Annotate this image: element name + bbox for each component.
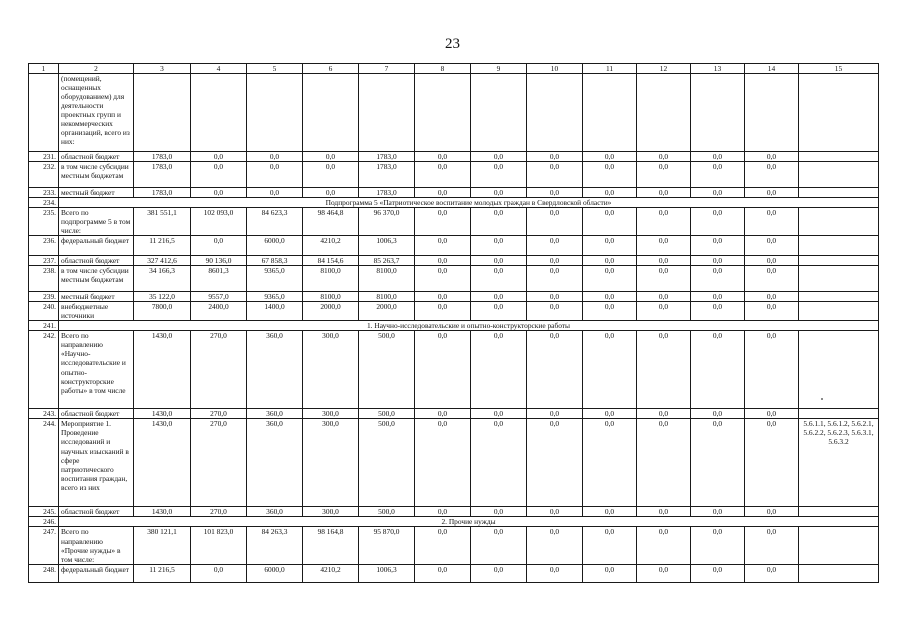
value-cell: 0,0 xyxy=(691,564,745,582)
section-title: 2. Прочие нужды xyxy=(59,517,879,527)
value-cell: 0,0 xyxy=(583,152,637,162)
value-cell: 0,0 xyxy=(745,162,799,188)
row-name: Мероприятие 1. Проведение исследований и научных изысканий в сфере патриотического воспитания граждан, всего из них xyxy=(59,419,134,507)
value-cell: 0,0 xyxy=(471,236,527,256)
value-cell: 0,0 xyxy=(691,409,745,419)
row-name: Всего по подпрограмме 5 в том числе: xyxy=(59,208,134,236)
row-number: 237. xyxy=(29,256,59,266)
row-name: областной бюджет xyxy=(59,256,134,266)
value-cell: 0,0 xyxy=(745,292,799,302)
target-indicators xyxy=(799,409,879,419)
value-cell: 90 136,0 xyxy=(191,256,247,266)
header-cell: 4 xyxy=(191,64,247,74)
budget-table xyxy=(28,63,879,583)
value-cell: 381 551,1 xyxy=(134,208,191,236)
value-cell: 380 121,1 xyxy=(134,527,191,564)
value-cell: 2400,0 xyxy=(191,302,247,321)
value-cell: 1006,3 xyxy=(359,564,415,582)
value-cell: 0,0 xyxy=(415,527,471,564)
table-row xyxy=(29,236,879,256)
value-cell: 0,0 xyxy=(471,256,527,266)
table-row xyxy=(29,331,879,409)
value-cell: 0,0 xyxy=(415,409,471,419)
value-cell: 0,0 xyxy=(527,292,583,302)
row-name: местный бюджет xyxy=(59,292,134,302)
target-indicators xyxy=(799,266,879,292)
value-cell: 8601,3 xyxy=(191,266,247,292)
section-title-row xyxy=(29,198,879,208)
value-cell: 0,0 xyxy=(691,527,745,564)
row-name: в том числе субсидии местным бюджетам xyxy=(59,162,134,188)
value-cell: 6000,0 xyxy=(247,564,303,582)
value-cell: 0,0 xyxy=(415,292,471,302)
value-cell: 0,0 xyxy=(745,302,799,321)
header-cell: 14 xyxy=(745,64,799,74)
target-indicators xyxy=(799,564,879,582)
row-number: 233. xyxy=(29,188,59,198)
header-cell: 15 xyxy=(799,64,879,74)
table-row xyxy=(29,256,879,266)
value-cell: 0,0 xyxy=(471,266,527,292)
value-cell xyxy=(583,74,637,152)
value-cell: 0,0 xyxy=(527,564,583,582)
table-body xyxy=(29,64,879,583)
value-cell: 0,0 xyxy=(247,188,303,198)
header-cell: 1 xyxy=(29,64,59,74)
value-cell: 0,0 xyxy=(415,208,471,236)
row-number: 248. xyxy=(29,564,59,582)
value-cell: 0,0 xyxy=(471,292,527,302)
value-cell: 0,0 xyxy=(471,302,527,321)
value-cell: 1430,0 xyxy=(134,419,191,507)
section-title-row xyxy=(29,517,879,527)
table-row xyxy=(29,266,879,292)
value-cell: 0,0 xyxy=(415,331,471,409)
value-cell: 0,0 xyxy=(691,266,745,292)
table-row xyxy=(29,527,879,564)
value-cell: 1783,0 xyxy=(134,188,191,198)
value-cell: 0,0 xyxy=(583,292,637,302)
target-indicators: 5.6.1.1, 5.6.1.2, 5.6.2.1, 5.6.2.2, 5.6.2.3, 5.6.3.1, 5.6.3.2 xyxy=(799,419,879,507)
value-cell: 0,0 xyxy=(583,564,637,582)
value-cell: 0,0 xyxy=(583,208,637,236)
value-cell: 96 370,0 xyxy=(359,208,415,236)
value-cell: 0,0 xyxy=(527,331,583,409)
value-cell: 0,0 xyxy=(191,236,247,256)
value-cell: 4210,2 xyxy=(303,564,359,582)
row-number: 244. xyxy=(29,419,59,507)
value-cell: 300,0 xyxy=(303,419,359,507)
value-cell xyxy=(745,74,799,152)
value-cell: 0,0 xyxy=(527,302,583,321)
value-cell: 98 464,8 xyxy=(303,208,359,236)
value-cell: 300,0 xyxy=(303,331,359,409)
row-number: 238. xyxy=(29,266,59,292)
value-cell: 1783,0 xyxy=(134,162,191,188)
table-row xyxy=(29,188,879,198)
value-cell: 0,0 xyxy=(745,564,799,582)
section-title-row xyxy=(29,321,879,331)
table-row xyxy=(29,74,879,152)
table-row xyxy=(29,162,879,188)
value-cell: 0,0 xyxy=(691,292,745,302)
value-cell: 0,0 xyxy=(303,188,359,198)
value-cell: 0,0 xyxy=(583,266,637,292)
value-cell: 270,0 xyxy=(191,419,247,507)
value-cell: 0,0 xyxy=(691,162,745,188)
target-indicators xyxy=(799,507,879,517)
value-cell: 1400,0 xyxy=(247,302,303,321)
row-name: областной бюджет xyxy=(59,409,134,419)
value-cell: 2000,0 xyxy=(359,302,415,321)
value-cell: 0,0 xyxy=(247,152,303,162)
value-cell: 8100,0 xyxy=(303,292,359,302)
value-cell: 8100,0 xyxy=(359,292,415,302)
value-cell: 0,0 xyxy=(691,188,745,198)
header-cell: 7 xyxy=(359,64,415,74)
value-cell: 0,0 xyxy=(191,188,247,198)
table-row xyxy=(29,409,879,419)
header-cell: 12 xyxy=(637,64,691,74)
header-cell: 10 xyxy=(527,64,583,74)
value-cell: 0,0 xyxy=(583,507,637,517)
value-cell: 500,0 xyxy=(359,331,415,409)
value-cell: 0,0 xyxy=(637,507,691,517)
value-cell: 0,0 xyxy=(583,527,637,564)
value-cell: 327 412,6 xyxy=(134,256,191,266)
value-cell: 0,0 xyxy=(415,564,471,582)
value-cell: 360,0 xyxy=(247,409,303,419)
value-cell: 0,0 xyxy=(415,188,471,198)
value-cell: 0,0 xyxy=(637,152,691,162)
target-indicators xyxy=(799,331,879,409)
value-cell: 84 154,6 xyxy=(303,256,359,266)
row-name: местный бюджет xyxy=(59,188,134,198)
value-cell: 1783,0 xyxy=(359,162,415,188)
section-title: Подпрограмма 5 «Патриотическое воспитание молодых граждан в Свердловской области» xyxy=(59,198,879,208)
value-cell: 500,0 xyxy=(359,507,415,517)
section-title: 1. Научно-исследовательские и опытно-конструкторские работы xyxy=(59,321,879,331)
value-cell xyxy=(134,74,191,152)
value-cell: 0,0 xyxy=(303,162,359,188)
value-cell: 0,0 xyxy=(527,188,583,198)
value-cell: 11 216,5 xyxy=(134,564,191,582)
value-cell: 0,0 xyxy=(691,419,745,507)
target-indicators xyxy=(799,302,879,321)
row-number: 239. xyxy=(29,292,59,302)
row-name: в том числе субсидии местным бюджетам xyxy=(59,266,134,292)
value-cell: 0,0 xyxy=(637,527,691,564)
value-cell: 0,0 xyxy=(527,266,583,292)
value-cell: 101 823,0 xyxy=(191,527,247,564)
value-cell: 0,0 xyxy=(637,208,691,236)
row-name: Всего по направлению «Научно-исследовательские и опытно-конструкторские работы» в том числе xyxy=(59,331,134,409)
value-cell: 0,0 xyxy=(471,152,527,162)
row-name: (помещений, оснащенных оборудованием) для деятельности проектных групп и некоммерческих организаций, всего из них: xyxy=(59,74,134,152)
value-cell xyxy=(691,74,745,152)
value-cell: 0,0 xyxy=(637,302,691,321)
value-cell: 0,0 xyxy=(527,208,583,236)
value-cell: 0,0 xyxy=(583,162,637,188)
value-cell: 0,0 xyxy=(471,188,527,198)
value-cell: 0,0 xyxy=(415,302,471,321)
value-cell: 102 093,0 xyxy=(191,208,247,236)
header-cell: 2 xyxy=(59,64,134,74)
value-cell: 1783,0 xyxy=(359,152,415,162)
row-name: Всего по направлению «Прочие нужды» в том числе: xyxy=(59,527,134,564)
value-cell: 11 216,5 xyxy=(134,236,191,256)
value-cell: 270,0 xyxy=(191,409,247,419)
value-cell: 67 858,3 xyxy=(247,256,303,266)
row-number: 231. xyxy=(29,152,59,162)
row-name: областной бюджет xyxy=(59,507,134,517)
value-cell: 1783,0 xyxy=(134,152,191,162)
value-cell: 0,0 xyxy=(527,507,583,517)
value-cell: 0,0 xyxy=(583,236,637,256)
row-number: 243. xyxy=(29,409,59,419)
value-cell: 0,0 xyxy=(745,266,799,292)
value-cell: 0,0 xyxy=(191,564,247,582)
value-cell: 0,0 xyxy=(583,409,637,419)
row-number: 247. xyxy=(29,527,59,564)
value-cell: 0,0 xyxy=(415,266,471,292)
value-cell: 9557,0 xyxy=(191,292,247,302)
row-number: 235. xyxy=(29,208,59,236)
table-row xyxy=(29,564,879,582)
value-cell: 0,0 xyxy=(745,236,799,256)
row-number: 234. xyxy=(29,198,59,208)
table-row xyxy=(29,419,879,507)
value-cell: 0,0 xyxy=(527,236,583,256)
target-indicators xyxy=(799,74,879,152)
value-cell: 500,0 xyxy=(359,409,415,419)
value-cell: 0,0 xyxy=(745,527,799,564)
value-cell: 300,0 xyxy=(303,409,359,419)
value-cell: 360,0 xyxy=(247,331,303,409)
value-cell: 0,0 xyxy=(527,256,583,266)
table-row xyxy=(29,208,879,236)
value-cell: 0,0 xyxy=(637,266,691,292)
header-cell: 5 xyxy=(247,64,303,74)
value-cell: 0,0 xyxy=(745,208,799,236)
row-name: областной бюджет xyxy=(59,152,134,162)
value-cell: 0,0 xyxy=(527,162,583,188)
value-cell: 0,0 xyxy=(691,152,745,162)
value-cell: 0,0 xyxy=(471,162,527,188)
value-cell: 0,0 xyxy=(583,419,637,507)
value-cell: 0,0 xyxy=(471,409,527,419)
row-number: 246. xyxy=(29,517,59,527)
value-cell: 0,0 xyxy=(691,236,745,256)
value-cell: 35 122,0 xyxy=(134,292,191,302)
value-cell: 0,0 xyxy=(637,188,691,198)
value-cell: 0,0 xyxy=(471,331,527,409)
value-cell: 0,0 xyxy=(583,302,637,321)
value-cell: 8100,0 xyxy=(303,266,359,292)
target-indicators xyxy=(799,256,879,266)
target-indicators xyxy=(799,162,879,188)
value-cell: 0,0 xyxy=(637,419,691,507)
value-cell: 0,0 xyxy=(303,152,359,162)
value-cell: 0,0 xyxy=(415,236,471,256)
value-cell: 270,0 xyxy=(191,331,247,409)
row-name: федеральный бюджет xyxy=(59,236,134,256)
value-cell: 270,0 xyxy=(191,507,247,517)
value-cell: 0,0 xyxy=(637,256,691,266)
value-cell: 0,0 xyxy=(471,507,527,517)
value-cell: 0,0 xyxy=(527,419,583,507)
value-cell: 0,0 xyxy=(247,162,303,188)
value-cell: 8100,0 xyxy=(359,266,415,292)
value-cell: 0,0 xyxy=(583,331,637,409)
header-cell: 13 xyxy=(691,64,745,74)
header-row xyxy=(29,64,879,74)
value-cell: 0,0 xyxy=(637,564,691,582)
value-cell: 1783,0 xyxy=(359,188,415,198)
value-cell: 0,0 xyxy=(637,236,691,256)
row-number: 245. xyxy=(29,507,59,517)
value-cell: 0,0 xyxy=(415,162,471,188)
value-cell xyxy=(303,74,359,152)
value-cell: 360,0 xyxy=(247,507,303,517)
value-cell: 6000,0 xyxy=(247,236,303,256)
target-indicators xyxy=(799,527,879,564)
value-cell: 34 166,3 xyxy=(134,266,191,292)
scan-speck xyxy=(821,398,823,400)
target-indicators xyxy=(799,236,879,256)
row-number: 232. xyxy=(29,162,59,188)
value-cell: 95 870,0 xyxy=(359,527,415,564)
value-cell: 0,0 xyxy=(527,527,583,564)
value-cell: 0,0 xyxy=(415,256,471,266)
row-number: 242. xyxy=(29,331,59,409)
header-cell: 8 xyxy=(415,64,471,74)
value-cell: 1430,0 xyxy=(134,409,191,419)
table-row xyxy=(29,507,879,517)
row-name: федеральный бюджет xyxy=(59,564,134,582)
value-cell xyxy=(527,74,583,152)
value-cell: 9365,0 xyxy=(247,292,303,302)
value-cell: 0,0 xyxy=(637,409,691,419)
value-cell xyxy=(359,74,415,152)
value-cell: 2000,0 xyxy=(303,302,359,321)
value-cell: 1430,0 xyxy=(134,331,191,409)
row-number xyxy=(29,74,59,152)
value-cell: 0,0 xyxy=(415,152,471,162)
value-cell: 1006,3 xyxy=(359,236,415,256)
value-cell: 0,0 xyxy=(637,331,691,409)
row-number: 240. xyxy=(29,302,59,321)
value-cell xyxy=(415,74,471,152)
target-indicators xyxy=(799,152,879,162)
target-indicators xyxy=(799,188,879,198)
target-indicators xyxy=(799,208,879,236)
header-cell: 11 xyxy=(583,64,637,74)
value-cell: 0,0 xyxy=(745,152,799,162)
table-row xyxy=(29,292,879,302)
value-cell: 0,0 xyxy=(527,409,583,419)
value-cell: 0,0 xyxy=(191,152,247,162)
row-number: 236. xyxy=(29,236,59,256)
value-cell: 0,0 xyxy=(691,507,745,517)
value-cell: 0,0 xyxy=(471,208,527,236)
page-number: 23 xyxy=(445,36,460,52)
value-cell: 0,0 xyxy=(471,564,527,582)
value-cell: 9365,0 xyxy=(247,266,303,292)
value-cell: 0,0 xyxy=(415,507,471,517)
value-cell: 84 263,3 xyxy=(247,527,303,564)
value-cell: 0,0 xyxy=(745,331,799,409)
value-cell: 0,0 xyxy=(637,162,691,188)
value-cell: 360,0 xyxy=(247,419,303,507)
value-cell: 0,0 xyxy=(637,292,691,302)
value-cell xyxy=(637,74,691,152)
value-cell xyxy=(191,74,247,152)
value-cell: 0,0 xyxy=(583,256,637,266)
value-cell: 4210,2 xyxy=(303,236,359,256)
value-cell: 0,0 xyxy=(527,152,583,162)
table-row xyxy=(29,302,879,321)
header-cell: 6 xyxy=(303,64,359,74)
value-cell: 7800,0 xyxy=(134,302,191,321)
header-cell: 3 xyxy=(134,64,191,74)
table-row xyxy=(29,152,879,162)
row-number: 241. xyxy=(29,321,59,331)
value-cell: 0,0 xyxy=(471,527,527,564)
header-cell: 9 xyxy=(471,64,527,74)
value-cell: 0,0 xyxy=(745,419,799,507)
value-cell: 98 164,8 xyxy=(303,527,359,564)
value-cell: 0,0 xyxy=(691,256,745,266)
value-cell: 0,0 xyxy=(691,208,745,236)
row-name: внебюджетные источники xyxy=(59,302,134,321)
value-cell: 500,0 xyxy=(359,419,415,507)
target-indicators xyxy=(799,292,879,302)
value-cell: 0,0 xyxy=(691,302,745,321)
value-cell: 85 263,7 xyxy=(359,256,415,266)
value-cell: 0,0 xyxy=(415,419,471,507)
value-cell: 300,0 xyxy=(303,507,359,517)
value-cell: 84 623,3 xyxy=(247,208,303,236)
value-cell: 0,0 xyxy=(745,256,799,266)
value-cell: 0,0 xyxy=(745,188,799,198)
value-cell: 0,0 xyxy=(191,162,247,188)
value-cell: 0,0 xyxy=(745,507,799,517)
value-cell xyxy=(471,74,527,152)
value-cell: 0,0 xyxy=(471,419,527,507)
value-cell: 0,0 xyxy=(583,188,637,198)
value-cell: 0,0 xyxy=(691,331,745,409)
value-cell: 1430,0 xyxy=(134,507,191,517)
value-cell xyxy=(247,74,303,152)
value-cell: 0,0 xyxy=(745,409,799,419)
